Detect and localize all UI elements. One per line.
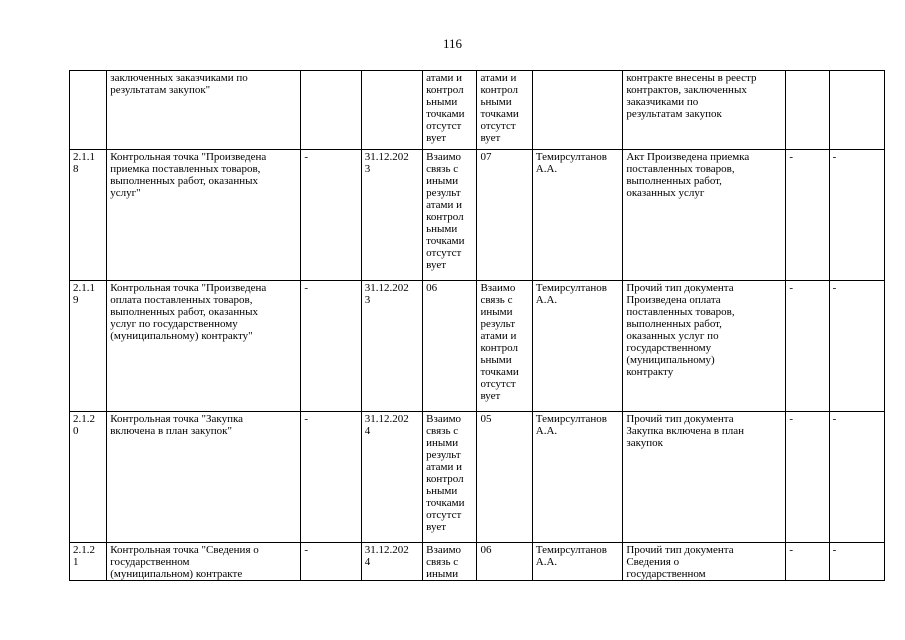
due-date: 31.12.202 4 [361,543,422,581]
extra-cell-10: - [829,543,884,581]
extra-cell-9 [786,71,829,150]
extra-cell-9: - [786,412,829,543]
relation-cell: Взаимо связь с иными [423,543,477,581]
responsible-person: Темирсултанов А.А. [532,150,623,281]
predecessor-cell [301,71,361,150]
due-date: 31.12.202 3 [361,150,422,281]
due-date: 31.12.202 3 [361,281,422,412]
control-point-name: Контрольная точка "Сведения о государственном (муниципальном) контракте [107,543,301,581]
predecessor-cell: - [301,150,361,281]
predecessor-cell: - [301,281,361,412]
document-description: Прочий тип документа Закупка включена в план закупок [623,412,786,543]
document-description: контракте внесены в реестр контрактов, заключенных заказчиками по результатам закупок [623,71,786,150]
page-number: 116 [442,36,463,51]
document-description: Прочий тип документа Произведена оплата поставленных товаров, выполненных работ, оказанных услуг по государственному (муниципальному) контракту [623,281,786,412]
row-number: 2.1.2 1 [70,543,107,581]
due-date: 31.12.202 4 [361,412,422,543]
extra-cell-10 [829,71,884,150]
extra-cell-9: - [786,150,829,281]
extra-cell-10: - [829,281,884,412]
extra-cell-10: - [829,412,884,543]
extra-cell-10: - [829,150,884,281]
document-description: Прочий тип документа Сведения о государственном [623,543,786,581]
type-code-cell: 06 [477,543,532,581]
responsible-person [532,71,623,150]
control-point-name: заключенных заказчиками по результатам закупок" [107,71,301,150]
responsible-person: Темирсултанов А.А. [532,412,623,543]
relation-cell: Взаимо связь с иными результ атами и контрол ьными точками отсутст вует [423,150,477,281]
control-point-name: Контрольная точка "Произведена приемка поставленных товаров, выполненных работ, оказанных услуг" [107,150,301,281]
table-row [70,150,885,281]
type-code-cell: 05 [477,412,532,543]
table-row [70,71,885,150]
row-number: 2.1.1 8 [70,150,107,281]
relation-cell: атами и контрол ьными точками отсутст вует [423,71,477,150]
row-number: 2.1.2 0 [70,412,107,543]
relation-cell: Взаимо связь с иными результ атами и контрол ьными точками отсутст вует [423,412,477,543]
type-code-cell: атами и контрол ьными точками отсутст вует [477,71,532,150]
control-points-table [69,70,885,581]
row-number [70,71,107,150]
table-row [70,281,885,412]
table-row [70,543,885,581]
table-row [70,412,885,543]
due-date [361,71,422,150]
document-description: Акт Произведена приемка поставленных товаров, выполненных работ, оказанных услуг [623,150,786,281]
row-number: 2.1.1 9 [70,281,107,412]
relation-cell: 06 [423,281,477,412]
predecessor-cell: - [301,412,361,543]
type-code-cell: Взаимо связь с иными результ атами и контрол ьными точками отсутст вует [477,281,532,412]
control-point-name: Контрольная точка "Произведена оплата поставленных товаров, выполненных работ, оказанных услуг по государственному (муниципальному) контракту" [107,281,301,412]
extra-cell-9: - [786,281,829,412]
type-code-cell: 07 [477,150,532,281]
predecessor-cell: - [301,543,361,581]
responsible-person: Темирсултанов А.А. [532,281,623,412]
responsible-person: Темирсултанов А.А. [532,543,623,581]
extra-cell-9: - [786,543,829,581]
control-point-name: Контрольная точка "Закупка включена в план закупок" [107,412,301,543]
